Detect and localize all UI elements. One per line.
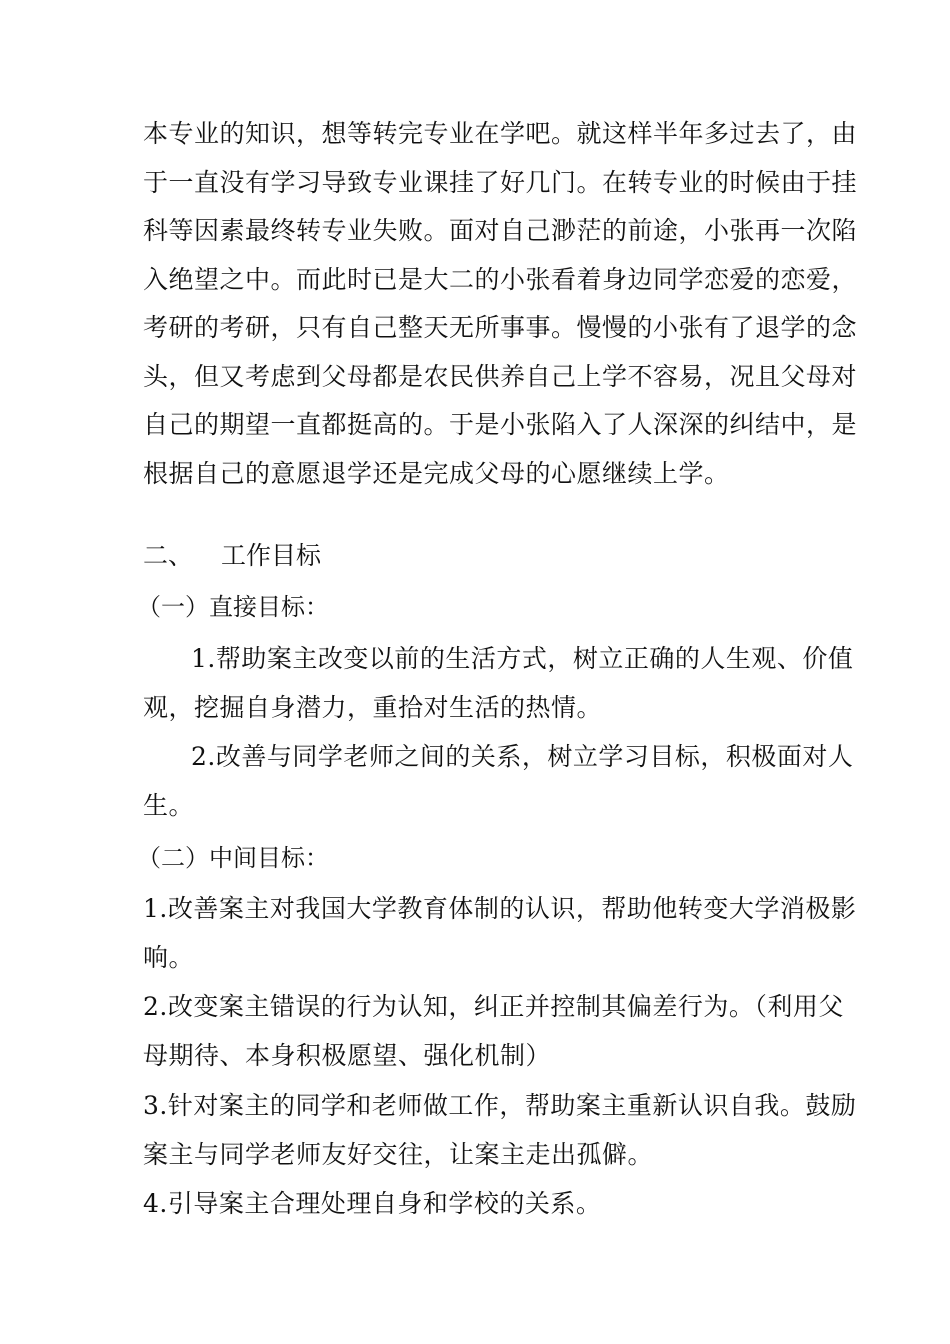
paragraph-line: 案主与同学老师友好交往，让案主走出孤僻。: [143, 1139, 654, 1169]
direct-goals-heading: （一）直接目标：: [137, 593, 329, 621]
paragraph-line: 观，挖掘自身潜力，重拾对生活的热情。: [143, 692, 603, 722]
middle-goals-heading: （二）中间目标：: [137, 844, 329, 872]
section-number: 二、: [143, 541, 194, 570]
middle-goal-3: [143, 1082, 857, 1179]
middle-goal-1: [143, 885, 857, 982]
paragraph-line: 根据自己的意愿退学还是完成父母的心愿继续上学。: [143, 458, 730, 488]
paragraph-line: 头，但又考虑到父母都是农民供养自己上学不容易，况且父母对: [143, 361, 858, 391]
paragraph-line: 响。: [143, 942, 195, 972]
paragraph-line: 科等因素最终转专业失败。面对自己渺茫的前途，小张再一次陷: [143, 216, 858, 245]
direct-goal-2: [143, 733, 854, 830]
paragraph-line: 3.针对案主的同学和老师做工作，帮助案主重新认识自我。鼓励: [143, 1091, 857, 1120]
section-heading: [143, 536, 321, 576]
middle-goal-4: [143, 1180, 813, 1229]
paragraph-line: 2.改善与同学老师之间的关系，树立学习目标，积极面对人: [191, 742, 854, 771]
paragraph-line: 自己的期望一直都挺高的。于是小张陷入了人深深的纠结中，是: [143, 410, 858, 439]
paragraph-line: 1.改善案主对我国大学教育体制的认识，帮助他转变大学消极影: [143, 894, 857, 923]
paragraph-line: 4.引导案主合理处理自身和学校的关系。: [143, 1189, 602, 1218]
paragraph-line: 于一直没有学习导致专业课挂了好几门。在转专业的时候由于挂: [143, 167, 858, 197]
paragraph-line: 2.改变案主错误的行为认知，纠正并控制其偏差行为。（利用父: [143, 992, 844, 1021]
paragraph-line: 生。: [143, 790, 195, 820]
section-title: 工作目标: [221, 541, 322, 570]
paragraph-line: 母期待、本身积极愿望、强化机制）: [143, 1040, 552, 1070]
paragraph-line: 本专业的知识，想等转完专业在学吧。就这样半年多过去了，由: [143, 119, 858, 148]
paragraph-line: 1.帮助案主改变以前的生活方式，树立正确的人生观、价值: [191, 644, 854, 673]
middle-goal-2: [143, 983, 844, 1080]
direct-goal-1: [143, 635, 854, 732]
intro-paragraph: [143, 110, 858, 498]
paragraph-line: 入绝望之中。而此时已是大二的小张看着身边同学恋爱的恋爱，: [143, 264, 858, 294]
paragraph-line: 考研的考研，只有自己整天无所事事。慢慢的小张有了退学的念: [143, 313, 858, 342]
